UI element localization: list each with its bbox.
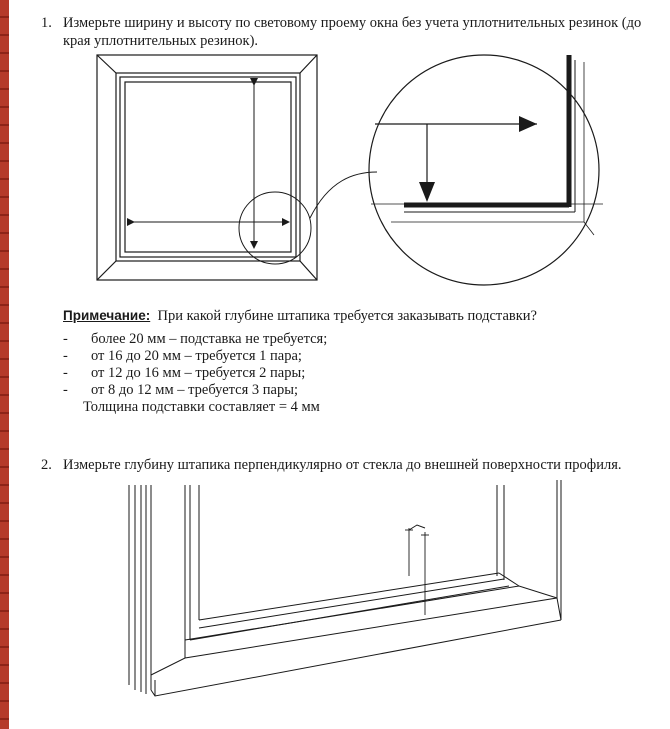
note-question: При какой глубине штапика требуется заказывать подставки? — [157, 308, 537, 324]
note-title: Примечание: — [63, 308, 151, 323]
bead-depth-diagram — [9, 480, 629, 729]
note-list — [63, 331, 623, 399]
list-marker: - — [63, 365, 68, 381]
step-2 — [41, 456, 661, 474]
window-frame — [97, 55, 317, 280]
list-item-text: от 16 до 20 мм – требуется 1 пара; — [91, 348, 302, 364]
list-item — [63, 331, 623, 348]
list-marker: - — [63, 382, 68, 398]
window-measure-diagram — [9, 40, 629, 290]
zoom-connector — [310, 172, 377, 218]
list-marker: - — [63, 331, 68, 347]
step-2-text: Измерьте глубину штапика перпендикулярно от стекла до внешней поверхности профиля. — [63, 457, 622, 473]
list-marker: - — [63, 348, 68, 364]
list-item — [63, 365, 623, 382]
step-1-number: 1. — [41, 15, 52, 31]
binding-edge-strip — [0, 0, 9, 729]
list-item — [63, 348, 623, 365]
step-2-number: 2. — [41, 457, 52, 473]
list-item-text: более 20 мм – подставка не требуется; — [91, 331, 328, 347]
magnified-corner — [369, 55, 603, 285]
list-item — [63, 382, 623, 399]
list-item-text: от 8 до 12 мм – требуется 3 пары; — [91, 382, 298, 398]
list-item-text: от 12 до 16 мм – требуется 2 пары; — [91, 365, 306, 381]
step-1-text: Измерьте ширину и высоту по световому проему окна без учета уплотнительных резинок (до края уплотнительных резинок). — [63, 15, 642, 49]
instruction-page — [9, 0, 670, 729]
note-heading — [63, 307, 623, 325]
note-footer: Толщина подставки составляет = 4 мм — [83, 399, 320, 415]
note-section — [63, 307, 623, 416]
